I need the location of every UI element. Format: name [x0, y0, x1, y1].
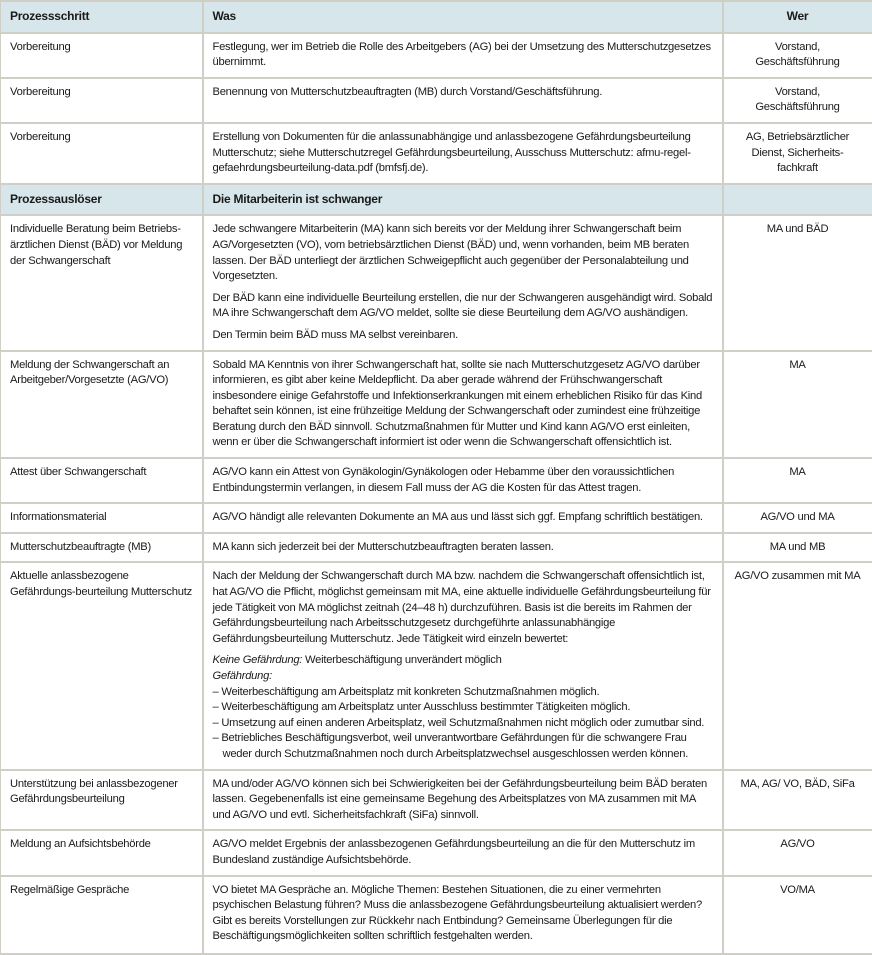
table-row: [1, 876, 872, 954]
section-empty-cell: [723, 184, 872, 216]
cell-who: AG/VO zusammen mit MA: [723, 562, 872, 769]
cell-step: Regelmäßige Gespräche: [1, 876, 203, 954]
cell-what: Festlegung, wer im Betrieb die Rolle des Arbeitgebers (AG) bei der Umsetzung des Mutterschutzgesetzes übernimmt.: [203, 33, 723, 78]
cell-step: Meldung der Schwangerschaft an Arbeitgeber/Vorgesetzte (AG/VO): [1, 351, 203, 459]
cell-step: Vorbereitung: [1, 78, 203, 123]
no-risk-label: Keine Gefährdung:: [213, 654, 303, 666]
cell-step: Aktuelle anlassbezogene Gefährdungs-beurteilung Mutterschutz: [1, 562, 203, 769]
cell-what: MA kann sich jederzeit bei der Mutterschutzbeauftragten beraten lassen.: [203, 533, 723, 563]
cell-who: MA, AG/ VO, BÄD, SiFa: [723, 770, 872, 831]
risk-label: Gefährdung:: [213, 670, 272, 682]
cell-who: Vorstand, Geschäftsführung: [723, 33, 872, 78]
cell-who: MA: [723, 458, 872, 503]
list-item: – Umsetzung auf einen anderen Arbeitsplatz, weil Schutzmaßnahmen nicht möglich oder zumutbar sind.: [213, 716, 713, 732]
table-row: [1, 830, 872, 875]
header-process-step: Prozessschritt: [1, 1, 203, 33]
cell-what: AG/VO kann ein Attest von Gynäkologin/Gynäkologen oder Hebamme über den voraussichtlichen Entbindungstermin verlangen, in diesem Fall muss der AG die Kosten für das Attest tragen.: [203, 458, 723, 503]
cell-step: Informationsmaterial: [1, 503, 203, 533]
paragraph: Jede schwangere Mitarbeiterin (MA) kann sich bereits vor der Meldung ihrer Schwangerschaft beim AG/Vorgesetzten (VO), vom betriebsärztlichen Dienst (BÄD) und, wenn vorhanden, beim MB beraten lassen. Der BÄD unterliegt der ärztlichen Schweigepflicht auch gegenüber der Personalabteilung und Vorgesetzten.: [213, 222, 713, 284]
cell-who: AG/VO und MA: [723, 503, 872, 533]
header-who: Wer: [723, 1, 872, 33]
no-risk-text: Weiterbeschäftigung unverändert möglich: [302, 654, 501, 666]
section-header-row: [1, 184, 872, 216]
paragraph: Der BÄD kann eine individuelle Beurteilung erstellen, die nur der Schwangeren ausgehändigt wird. Sobald MA ihre Schwangerschaft dem AG/VO meldet, sollte sie diese Beurteilung dem AG/VO aushändigen.: [213, 291, 713, 322]
cell-who: VO/MA: [723, 876, 872, 954]
table-row: [1, 503, 872, 533]
list-item: – Weiterbeschäftigung am Arbeitsplatz mit konkreten Schutzmaßnahmen möglich.: [213, 685, 713, 701]
cell-what: AG/VO händigt alle relevanten Dokumente an MA aus und lässt sich ggf. Empfang schriftlich bestätigen.: [203, 503, 723, 533]
cell-what: Sobald MA Kenntnis von ihrer Schwangerschaft hat, sollte sie nach Mutterschutzgesetz AG/VO darüber informieren, es gibt aber keine Meldepflicht. Da aber gerade während der Frühschwangerschaft insbesondere einige Gefahrstoffe und Infektionserkrankungen mit einem erheblichen Risiko für das Kind behaftet sein können, ist eine frühzeitige Meldung der Schwangerschaft oder zumindest eine frühzeitige Beratung durch den BÄD sinnvoll. Schutzmaßnahmen für Mutter und Kind kann AG/VO erst einleiten, wenn er über die Schwangerschaft informiert ist oder wenn die Schwangerschaft offensichtlich ist.: [203, 351, 723, 459]
cell-who: MA und MB: [723, 533, 872, 563]
cell-who: AG, Betriebsärztlicher Dienst, Sicherheits-fachkraft: [723, 123, 872, 184]
table-row: [1, 533, 872, 563]
cell-what: [203, 215, 723, 350]
cell-what: MA und/oder AG/VO können sich bei Schwierigkeiten bei der Gefährdungsbeurteilung beim BÄD beraten lassen. Gegebenenfalls ist eine gemeinsame Begehung des Arbeitsplatzes von MA zusammen mit MA und AG/VO und evtl. Sicherheitsfachkraft (SiFa) sinnvoll.: [203, 770, 723, 831]
cell-what: [203, 562, 723, 769]
table-row: [1, 123, 872, 184]
table-row: [1, 770, 872, 831]
table-row: [1, 78, 872, 123]
section-trigger-value: Die Mitarbeiterin ist schwanger: [203, 184, 723, 216]
cell-step: Vorbereitung: [1, 33, 203, 78]
list-item: – Betriebliches Beschäftigungsverbot, weil unverantwortbare Gefährdungen für die schwangere Frau weder durch Schutzmaßnahmen noch durch Arbeitsplatzwechsel ausgeschlossen werden können.: [213, 731, 713, 762]
table-header-row: [1, 1, 872, 33]
cell-what: VO bietet MA Gespräche an. Mögliche Themen: Bestehen Situationen, die zu einer vermehrten psychischen Belastung führen? Muss die anlassbezogene Gefährdungsbeurteilung aktualisiert werden? Gibt es bereits Vorstellungen zur Rückkehr nach Entbindung? Gemeinsame Überlegungen für die Beschäftigungsmöglichkeiten sollten schriftlich festgehalten werden.: [203, 876, 723, 954]
risk-assessment-block: [213, 653, 713, 684]
paragraph: Den Termin beim BÄD muss MA selbst vereinbaren.: [213, 328, 713, 344]
table-row: [1, 33, 872, 78]
table-row: [1, 351, 872, 459]
cell-what: Benennung von Mutterschutzbeauftragten (MB) durch Vorstand/Geschäftsführung.: [203, 78, 723, 123]
cell-step: Mutterschutzbeauftragte (MB): [1, 533, 203, 563]
cell-who: Vorstand, Geschäftsführung: [723, 78, 872, 123]
cell-step: Vorbereitung: [1, 123, 203, 184]
paragraph: Nach der Meldung der Schwangerschaft durch MA bzw. nachdem die Schwangerschaft offensichtlich ist, hat AG/VO die Pflicht, möglichst gemeinsam mit MA, eine aktuelle individuelle Gefährdungsbeurteilung für jede Tätigkeit von MA möglichst zeitnah (24–48 h) durchzuführen. Basis ist die bereits im Rahmen der Gefährdungsbeurteilung nach Arbeitsschutzgesetz durchgeführte anlassunabhängige Gefährdungsbeurteilung Mutterschutz. Jede Tätigkeit wird einzeln bewertet:: [213, 569, 713, 647]
list-item: – Weiterbeschäftigung am Arbeitsplatz unter Ausschluss bestimmter Tätigkeiten möglich.: [213, 700, 713, 716]
cell-who: MA und BÄD: [723, 215, 872, 350]
cell-step: Meldung an Aufsichtsbehörde: [1, 830, 203, 875]
cell-step: Individuelle Beratung beim Betriebs-ärztlichen Dienst (BÄD) vor Meldung der Schwangerschaft: [1, 215, 203, 350]
cell-step: Attest über Schwangerschaft: [1, 458, 203, 503]
cell-what: Erstellung von Dokumenten für die anlassunabhängige und anlassbezogene Gefährdungsbeurteilung Mutterschutz; siehe Mutterschutzregel Gefährdungsbeurteilung, Ausschuss Mutterschutz: afmu-regel-gefaehrdungsbeurteilung-data.pdf (bmfsfj.de).: [203, 123, 723, 184]
cell-what: AG/VO meldet Ergebnis der anlassbezogenen Gefährdungsbeurteilung an die für den Mutterschutz im Bundesland zuständige Aufsichtsbehörde.: [203, 830, 723, 875]
header-what: Was: [203, 1, 723, 33]
cell-who: MA: [723, 351, 872, 459]
cell-step: Unterstützung bei anlassbezogener Gefährdungsbeurteilung: [1, 770, 203, 831]
table-row: [1, 562, 872, 769]
cell-who: AG/VO: [723, 830, 872, 875]
section-trigger-label: Prozessauslöser: [1, 184, 203, 216]
table-row: [1, 215, 872, 350]
table-row: [1, 458, 872, 503]
risk-measures-list: [213, 685, 713, 763]
